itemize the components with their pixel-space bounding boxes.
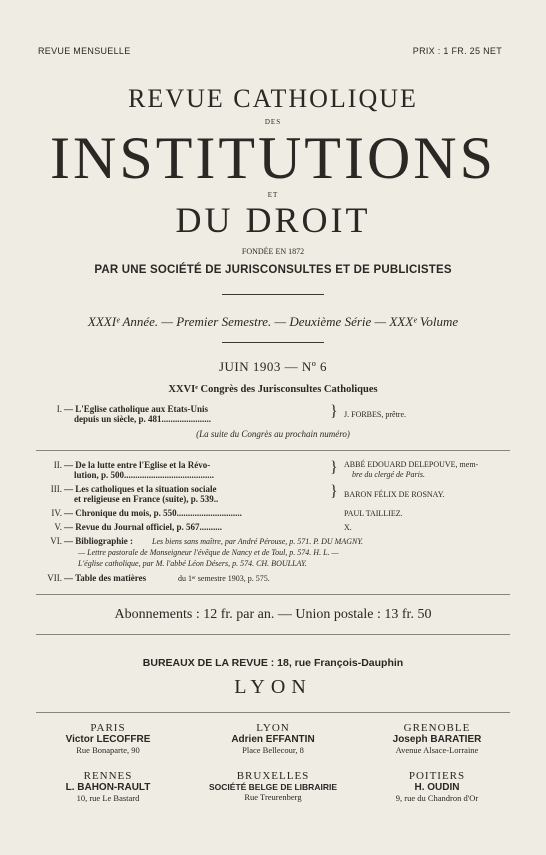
toc-title: — Table des matières	[64, 573, 147, 583]
toc-title: — Chronique du mois, p. 550.............................	[64, 508, 242, 518]
distributor-city: POITIERS	[408, 770, 466, 782]
distributor-city: LYON	[256, 722, 290, 734]
distributor-address: Rue Treurenberg	[244, 792, 302, 802]
toc-title: — L'Eglise catholique aux Etats-Unis	[64, 404, 209, 414]
distributor-publisher: Victor LECOFFRE	[65, 734, 151, 745]
distributor-grenoble	[357, 722, 517, 755]
distributor-address: Avenue Alsace-Lorraine	[395, 745, 479, 755]
distributor-publisher: H. OUDIN	[414, 782, 460, 793]
brace-icon: }	[330, 403, 338, 420]
frequency-label: REVUE MENSUELLE	[38, 46, 131, 56]
toc-title: depuis un siècle, p. 481......................	[74, 414, 212, 424]
publisher-line: PAR UNE SOCIÉTÉ DE JURISCONSULTES ET DE PUBLICISTES	[94, 264, 452, 276]
toc-title: — Revue du Journal officiel, p. 567..........	[64, 522, 223, 532]
distributor-address: 9, rue du Chandron d'Or	[395, 793, 479, 803]
distributor-city: BRUXELLES	[236, 770, 310, 782]
distributor-lyon	[193, 722, 353, 755]
distributor-publisher: L. BAHON-RAULT	[65, 782, 151, 793]
toc-note: (La suite du Congrès au prochain numéro)	[196, 429, 350, 439]
toc-author: ABBÉ EDOUARD DELEPOUVE, mem-	[344, 460, 479, 469]
toc-number: III.	[50, 484, 62, 494]
toc-title-rest: du 1ᵉʳ semestre 1903, p. 575.	[178, 574, 270, 583]
title-et: ET	[267, 191, 279, 199]
toc-number: VII.	[47, 573, 62, 583]
divider	[36, 634, 510, 635]
issue-date: JUIN 1903 — Nº 6	[218, 359, 328, 374]
divider	[36, 712, 510, 713]
title-line-3: DU DROIT	[175, 200, 371, 240]
divider	[222, 294, 324, 295]
toc-number: IV.	[51, 508, 62, 518]
toc-number: V.	[54, 522, 62, 532]
series-line: XXXIᵉ Année. — Premier Semestre. — Deuxième Série — XXXᵉ Volume	[87, 314, 459, 329]
toc-number: VI.	[50, 536, 62, 546]
title-line-1: REVUE CATHOLIQUE	[128, 84, 418, 113]
distributor-publisher: Joseph BARATIER	[392, 734, 482, 745]
toc-number: II.	[53, 460, 62, 470]
toc-title: — Bibliographie :	[64, 536, 134, 546]
distributor-publisher: SOCIÉTÉ BELGE DE LIBRAIRIE	[209, 782, 337, 792]
toc-title: et religieuse en France (suite), p. 539..	[74, 494, 219, 504]
subscription-line: Abonnements : 12 fr. par an. — Union postale : 13 fr. 50	[114, 607, 432, 622]
distributor-address: Rue Bonaparte, 90	[76, 745, 140, 755]
brace-icon: }	[330, 459, 338, 476]
title-des: DES	[264, 118, 282, 126]
toc-title: — De la lutte entre l'Eglise et la Révo-	[64, 460, 211, 470]
distributor-paris	[28, 722, 188, 755]
divider	[36, 450, 510, 451]
bibliography-line: Les biens sans maître, par André Pérouse, p. 571. P. DU MAGNY.	[152, 537, 364, 546]
distributor-publisher: Adrien EFFANTIN	[231, 734, 315, 745]
toc-title: lution, p. 500........................................	[74, 470, 215, 480]
price-label: PRIX : 1 FR. 25 NET	[412, 46, 502, 56]
distributor-city: GRENOBLE	[403, 722, 471, 734]
toc-author-detail: bre du clergé de Paris.	[352, 470, 425, 479]
toc-title: — Les catholiques et la situation sociale	[64, 484, 217, 494]
divider	[222, 342, 324, 343]
founded-label: FONDÉE EN 1872	[241, 247, 305, 256]
office-address: BUREAUX DE LA REVUE : 18, rue François-Dauphin	[142, 657, 404, 669]
toc-author: J. FORBES, prêtre.	[344, 410, 406, 419]
congress-heading: XXVIᵉ Congrès des Jurisconsultes Catholiques	[168, 384, 378, 395]
toc-author: BARON FÉLIX DE ROSNAY.	[344, 490, 445, 499]
title-line-2: INSTITUTIONS	[50, 125, 496, 191]
brace-icon: }	[330, 483, 338, 500]
bibliography-line: L'église catholique, par M. l'abbé Léon Désers, p. 574. CH. BOULLAY.	[78, 559, 307, 568]
distributor-bruxelles	[193, 770, 353, 802]
toc-author: PAUL TAILLIEZ.	[344, 509, 403, 518]
office-city: LYON	[234, 676, 312, 698]
distributor-rennes	[28, 770, 188, 803]
distributor-poitiers	[357, 770, 517, 803]
toc-author: X.	[344, 523, 352, 532]
toc-number: I.	[56, 404, 62, 414]
distributor-city: PARIS	[90, 722, 126, 734]
divider	[36, 594, 510, 595]
bibliography-line: — Lettre pastorale de Monseigneur l'évêque de Nancy et de Toul, p. 574. H. L. —	[78, 548, 339, 557]
distributor-address: 10, rue Le Bastard	[76, 793, 140, 803]
distributor-address: Place Bellecour, 8	[242, 745, 304, 755]
distributor-city: RENNES	[83, 770, 133, 782]
